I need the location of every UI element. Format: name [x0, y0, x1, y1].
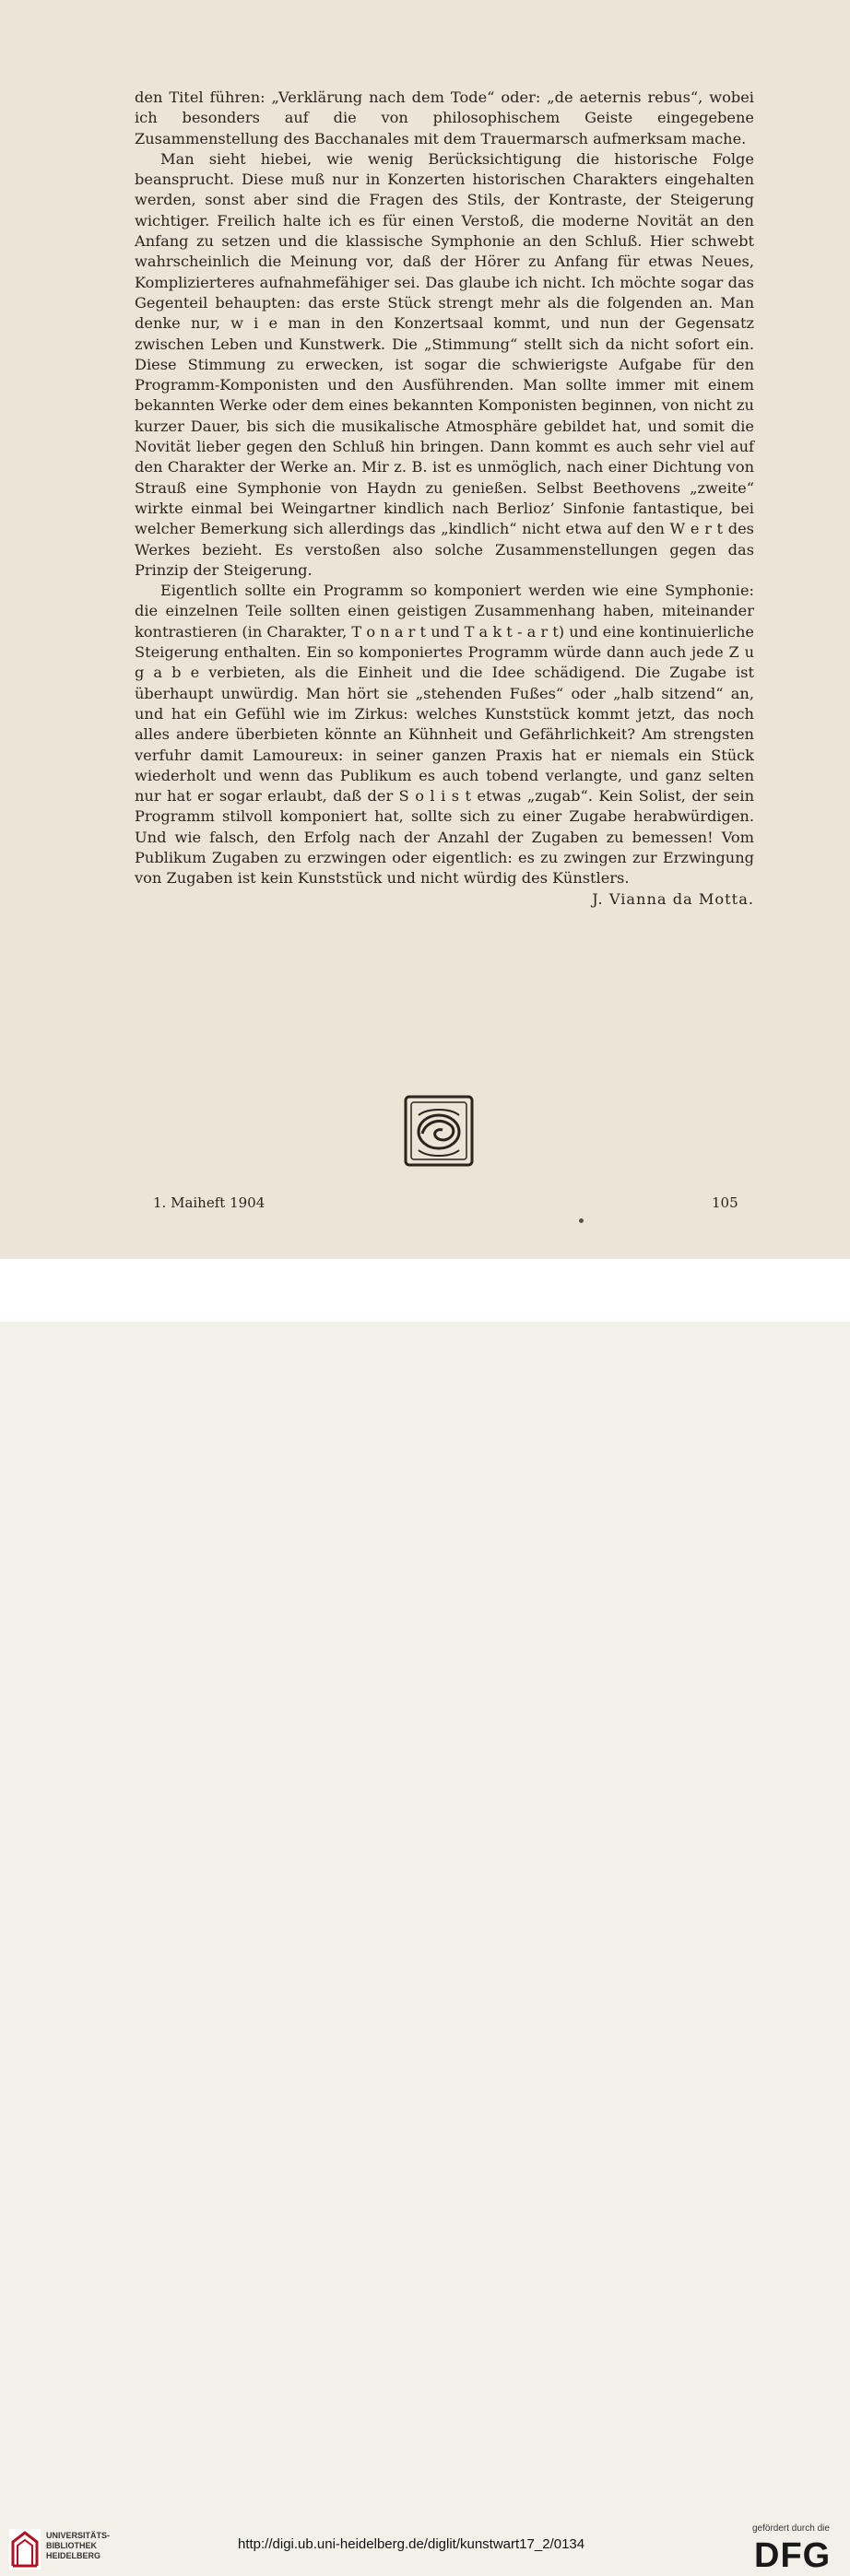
paragraph-1: den Titel führen: „Verklärung nach dem Tode“ oder: „de aeternis rebus“, wobei ich besonders auf die von philosophischem Geiste eingegebene Zusammenstellung des Bacchanales mit dem Trauermarsch aufmerksam mache. — [135, 88, 754, 147]
logo-line-1: UNIVERSITÄTS- — [46, 2531, 111, 2540]
university-library-name[interactable] — [46, 2531, 110, 2561]
dfg-logo[interactable]: DFG — [754, 2536, 832, 2575]
university-library-logo-icon[interactable] — [9, 2529, 41, 2570]
logo-line-2: BIBLIOTHEK — [46, 2541, 97, 2550]
article-text — [135, 88, 754, 910]
page-number: 105 — [712, 1194, 738, 1211]
ink-dot — [579, 1218, 584, 1223]
paragraph-2: Man sieht hiebei, wie wenig Berücksichtigung die historische Folge beansprucht. Diese muß nur in Konzerten historischen Charakters eingehalten werden, sonst aber sind die Fragen des Stils, der Kontraste, der Steigerung wichtiger. Freilich halte ich es für einen Verstoß, die moderne Novität an den Anfang zu setzen und die klassische Symphonie an den Schluß. Hier schwebt wahrscheinlich die Meinung vor, daß der Hörer zu Anfang für etwas Neues, Komplizierteres aufnahmefähiger sei. Das glaube ich nicht. Ich möchte sogar das Gegenteil behaupten: das erste Stück strengt mehr als die folgenden an. Man denke nur, w i e man in den Konzertsaal kommt, und nun der Gegensatz zwischen Leben und Kunstwerk. Die „Stimmung“ stellt sich da nicht sofort ein. Diese Stimmung zu erwecken, ist sogar die schwierigste Aufgabe für den Programm-Komponisten und den Ausführenden. Man sollte immer mit einem bekannten Werke oder dem eines bekannten Komponisten beginnen, von nicht zu kurzer Dauer, bis sich die musikalische Atmosphäre gebildet hat, und somit die Novität lieber gegen den Schluß hin bringen. Dann kommt es auch sehr viel auf den Charakter der Werke an. Mir z. B. ist es unmöglich, nach einer Dichtung von Strauß eine Symphonie von Haydn zu genießen. Selbst Beethovens „zweite“ wirkte einmal bei Weingartner kindlich nach Berlioz’ Sinfonie fantastique, bei welcher Bemerkung sich allerdings das „kindlich“ nicht etwa auf den W e r t des Werkes bezieht. Es verstoßen also solche Zusammenstellungen gegen das Prinzip der Steigerung. — [135, 149, 754, 579]
logo-line-3: HEIDELBERG — [46, 2551, 101, 2560]
issue-footer: 1. Maiheft 1904 — [153, 1194, 266, 1211]
author-signature: J. Vianna da Motta. — [592, 889, 754, 908]
document-url-link[interactable]: http://digi.ub.uni-heidelberg.de/diglit/kunstwart17_2/0134 — [238, 2536, 585, 2552]
ornament-vignette-icon — [402, 1093, 476, 1169]
scanned-page — [0, 0, 850, 1259]
funding-caption: gefördert durch die — [752, 2523, 830, 2534]
viewer-footer-bar — [0, 1259, 850, 2575]
paragraph-3: Eigentlich sollte ein Programm so komponiert werden wie eine Symphonie: die einzelnen Teile sollten einen geistigen Zusammenhang haben, miteinander kontrastieren (in Charakter, T o n a r t und T a k t - a r t) und eine kontinuierliche Steigerung enthalten. Ein so komponiertes Programm würde dann auch jede Z u g a b e verbieten, als die Einheit und die Idee schädigend. Die Zugabe ist überhaupt unwürdig. Man hört sie „stehenden Fußes“ oder „halb sitzend“ an, und hat ein Gefühl wie im Zirkus: welches Kunststück kommt jetzt, das noch alles andere überbieten könnte an Kühnheit und Gefährlichkeit? Am strengsten verfuhr damit Lamoureux: in seiner ganzen Praxis hat er niemals ein Stück wiederholt und wenn das Publikum es auch tobend verlangte, und ganz selten nur hat er sogar erlaubt, daß der S o l i s t etwas „zugab“. Kein Solist, der sein Programm stilvoll komponiert hat, sollte sich zu einer Zugabe herabwürdigen. Und wie falsch, den Erfolg nach der Anzahl der Zugaben zu bemessen! Vom Publikum Zugaben zu erzwingen oder eigentlich: es zu zwingen zur Erzwingung von Zugaben ist kein Kunststück und nicht würdig des Künstlers. — [135, 582, 754, 888]
